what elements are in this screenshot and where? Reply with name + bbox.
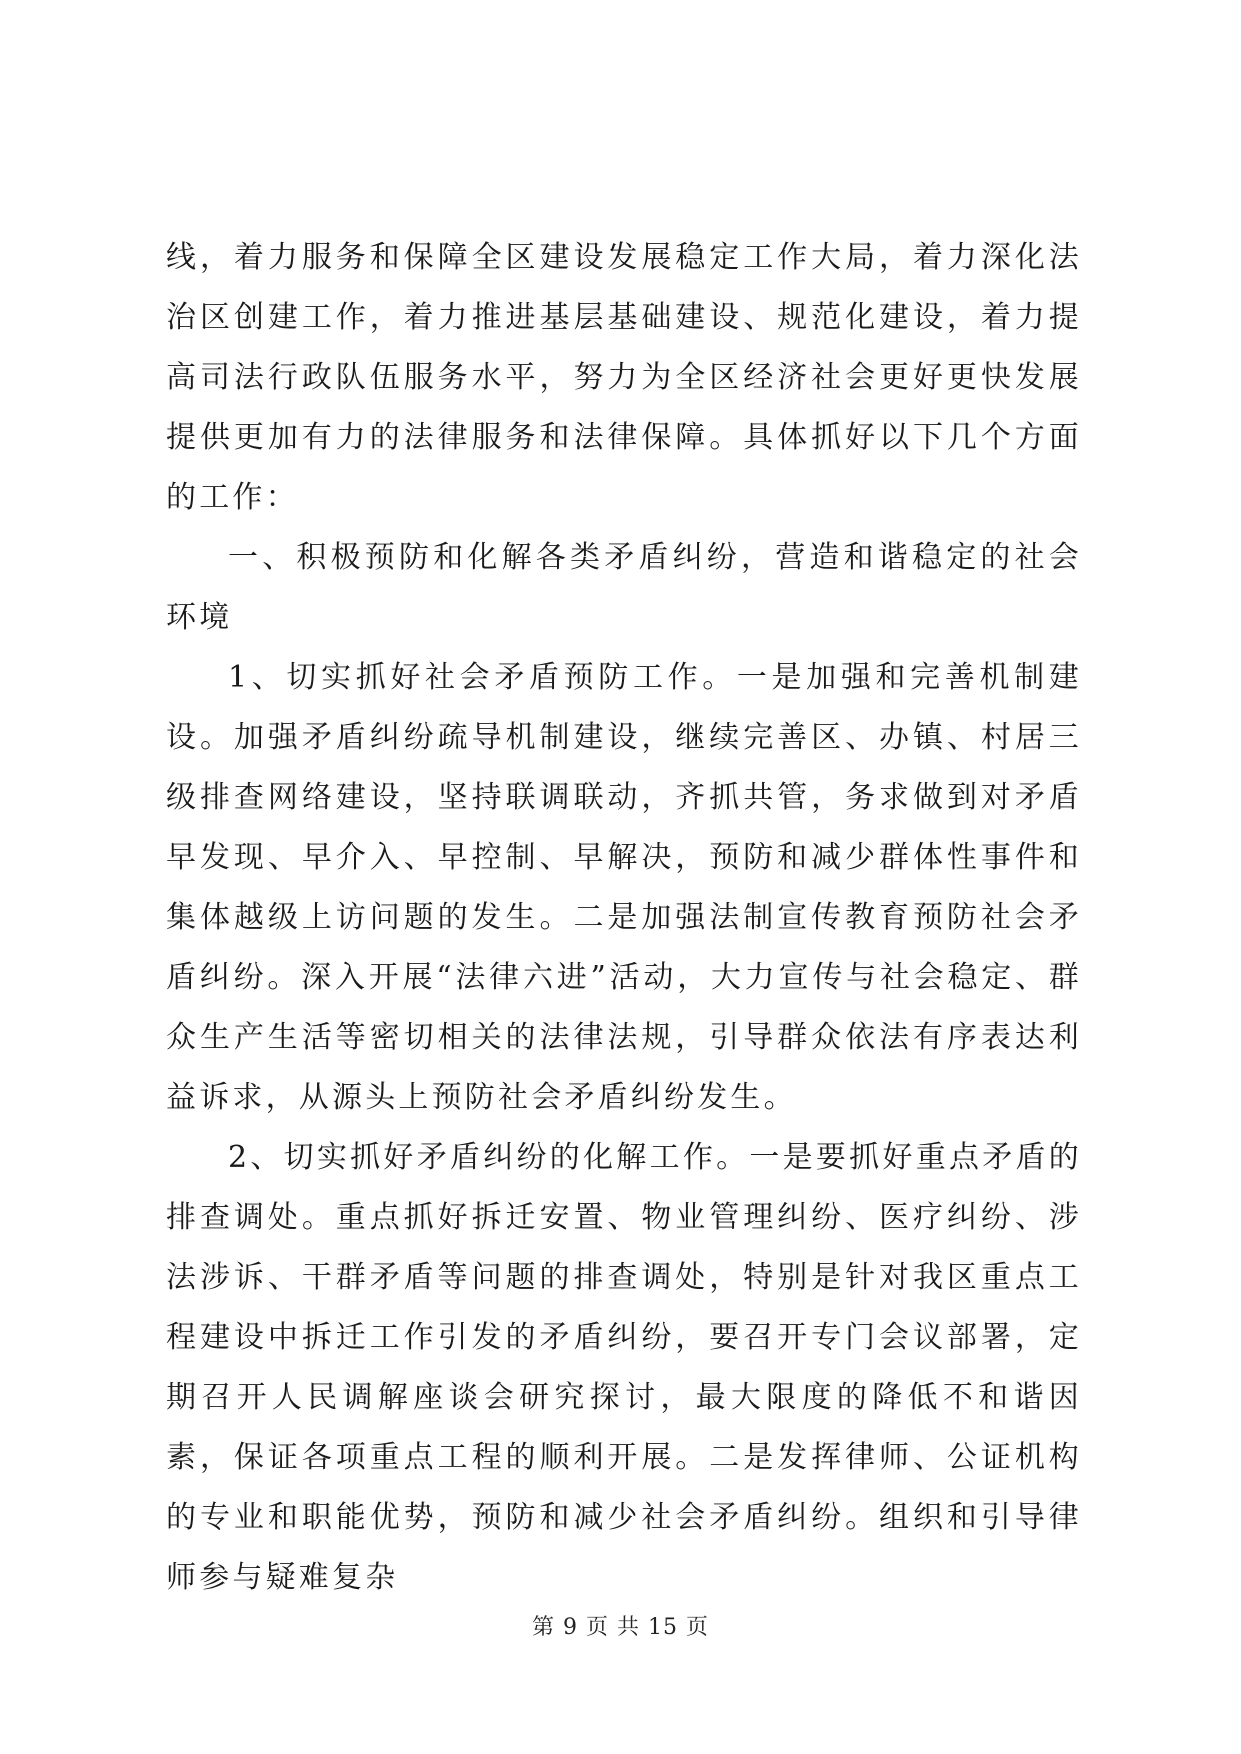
- page-number-footer: 第 9 页 共 15 页: [532, 1615, 709, 1640]
- section-heading: 一、积极预防和化解各类矛盾纠纷，营造和谐稳定的社会环境: [166, 540, 1082, 635]
- document-body: [166, 228, 1082, 1608]
- paragraph-item-2: 2、切实抓好矛盾纠纷的化解工作。一是要抓好重点矛盾的排查调处。重点抓好拆迁安置、物业管理纠纷、医疗纠纷、涉法涉诉、干群矛盾等问题的排查调处，特别是针对我区重点工程建设中拆迁工作引发的矛盾纠纷，要召开专门会议部署，定期召开人民调解座谈会研究探讨，最大限度的降低不和谐因素，保证各项重点工程的顺利开展。二是发挥律师、公证机构的专业和职能优势，预防和减少社会矛盾纠纷。组织和引导律师参与疑难复杂: [166, 1140, 1082, 1595]
- paragraph-continuation: 线，着力服务和保障全区建设发展稳定工作大局，着力深化法治区创建工作，着力推进基层基础建设、规范化建设，着力提高司法行政队伍服务水平，努力为全区经济社会更好更快发展提供更加有力的法律服务和法律保障。具体抓好以下几个方面的工作：: [166, 240, 1082, 515]
- paragraph-item-1: 1、切实抓好社会矛盾预防工作。一是加强和完善机制建设。加强矛盾纠纷疏导机制建设，继续完善区、办镇、村居三级排查网络建设，坚持联调联动，齐抓共管，务求做到对矛盾早发现、早介入、早控制、早解决，预防和减少群体性事件和集体越级上访问题的发生。二是加强法制宣传教育预防社会矛盾纠纷。深入开展“法律六进”活动，大力宣传与社会稳定、群众生产生活等密切相关的法律法规，引导群众依法有序表达利益诉求，从源头上预防社会矛盾纠纷发生。: [166, 660, 1082, 1115]
